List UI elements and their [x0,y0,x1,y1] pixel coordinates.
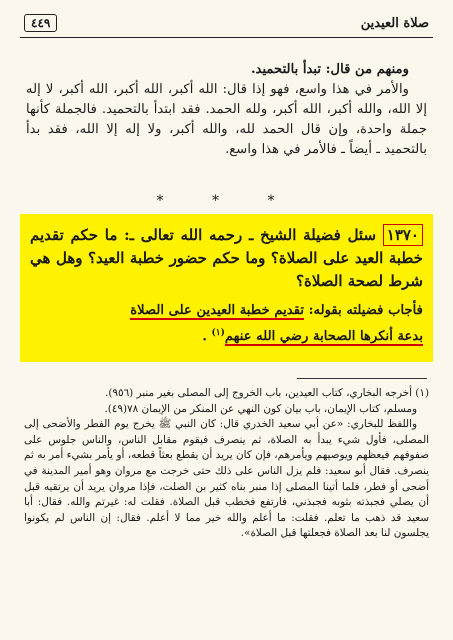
footnotes [24,386,429,542]
main-text [26,60,427,160]
answer-intro: فأجاب فضيلته بقوله: [304,303,423,318]
footnote-separator [297,378,427,379]
question-text: سئل فضيلة الشيخ ـ رحمه الله تعالى ـ: ما حكم تقديم خطبة العيد على الصلاة؟ وما حكم حضور خطبة العيد؟ وهل هي شرط لصحة الصلاة؟ [30,226,423,290]
footnote-ref: (١) [211,328,225,338]
footnote-1: (١) أخرجه البخاري، كتاب العيدين، باب الخروج إلى المصلى بغير منبر (٩٥٦). [105,387,429,399]
question-block [30,224,423,293]
footnote-2: ومسلم، كتاب الإيمان، باب بيان كون النهي عن المنكر من الإيمان ٧٨(٤٩). [104,402,417,415]
paragraph-1: ومنهم من قال: تبدأ بالتحميد. [250,62,409,77]
question-number: ١٣٧٠ [383,224,423,246]
page-header [20,12,433,38]
answer-end: . [202,329,212,345]
underlined-text-2: بدعة أنكرها الصحابة رضي الله عنهم [224,329,423,345]
footnote-3: واللفظ للبخاري: «عن أبي سعيد الخدري قال: كان النبي ﷺ يخرج يوم الفطر والأضحى إلى المصلى، فأول شيء يبدأ به الصلاة، ثم ينصرف فيقوم مقابل الناس، والناس جلوس على صفوفهم فيعظهم ويوصيهم ويأمرهم، فإن كان يريد أن يقطع بعثاً قطعه، أو يأمر بشيء أمر به ثم ينصرف. فقال أبو سعيد: فلم يزل الناس على ذلك حتى خرجت مع مروان وهو أمير المدينة في أضحى أو فطر، فلما أتينا المصلى إذا منبر بناه كثير بن الصلت، فإذا مروان يريد أن يرتقيه قبل أن يصلي فجبذته بثوبه فجبذني، فارتفع فخطب قبل الصلاة. فقلت له: غيرتم والله. فقال: أبا سعيد قد ذهب ما تعلم. فقلت: ما أعلم والله خير مما لا أعلم. فقال: إن الناس لم يكونوا يجلسون لنا بعد الصلاة فجعلتها قبل الصلاة». [24,418,429,540]
chapter-title: صلاة العيدين [360,16,429,31]
answer-block [30,300,423,348]
underlined-text-1: تقديم خطبة العيدين على الصلاة [130,303,305,318]
paragraph-2: والأمر في هذا واسع، فهو إذا قال: الله أكبر، الله أكبر، الله أكبر، لا إله إلا الله، والله أكبر، الله أكبر، ولله الحمد. فقد ابتدأ بالتحميد. فالجملة كأنها جملة واحدة، وإن قال الحمد لله، والله أكبر، ولا إله إلا الله، فقد بدأ بالتحميد ـ أيضاً ـ فالأمر في هذا واسع. [26,82,427,157]
section-separator: * * * [156,193,297,209]
page-number: ٤٤٩ [24,14,57,32]
header-rule [20,37,433,38]
